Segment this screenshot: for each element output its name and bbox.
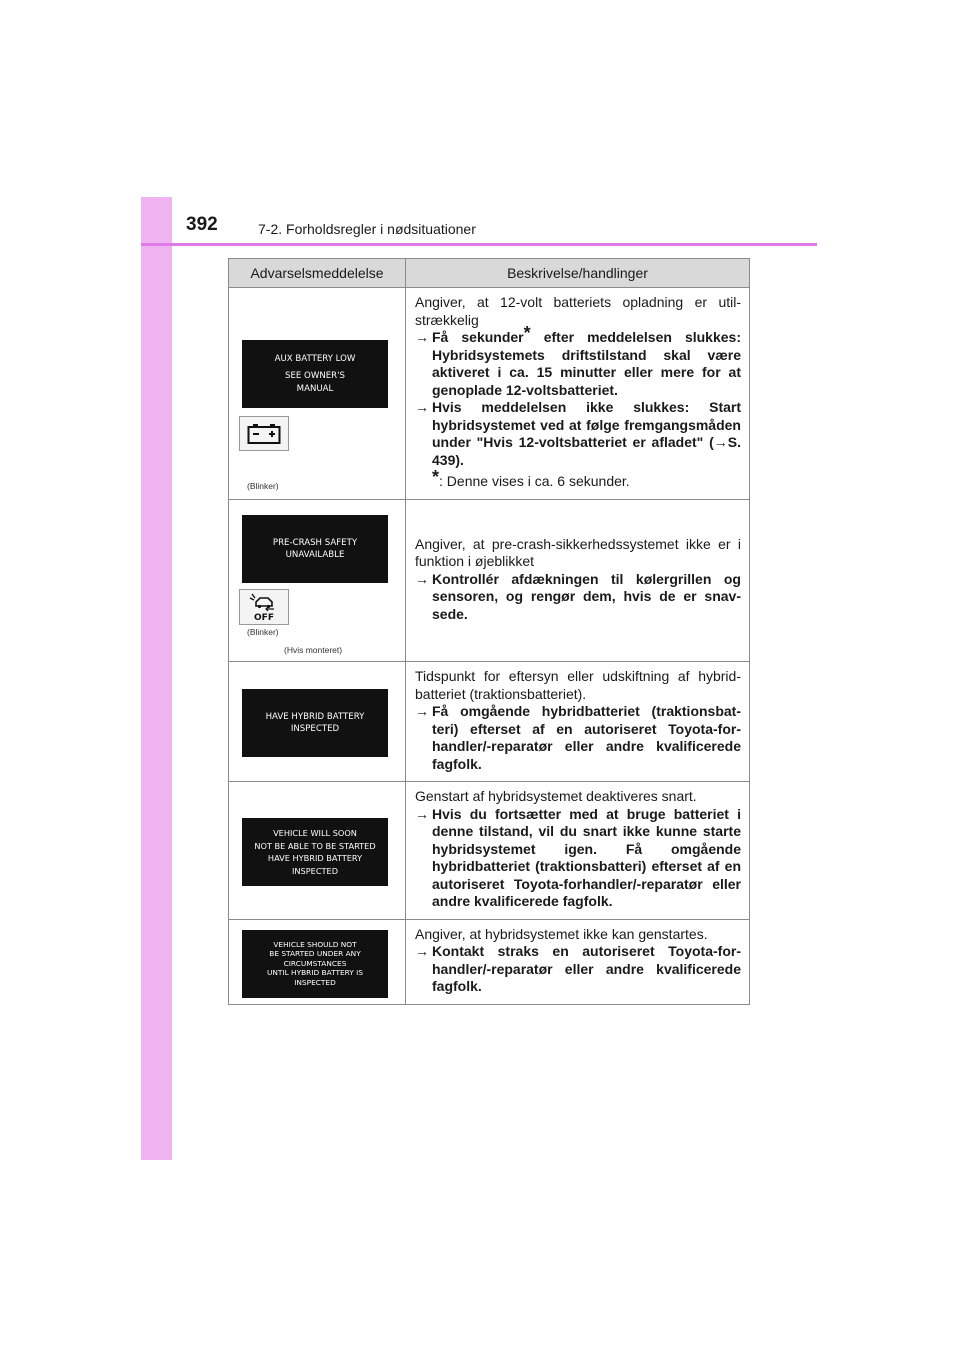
arrow-icon: → (415, 329, 429, 346)
warning-message-table (228, 258, 750, 1005)
side-tab-band (141, 197, 172, 1160)
description-lead: Angiver, at pre-crash-sikkerhedssystemet ikke er i funktion i øjeblikket (415, 535, 741, 570)
arrow-icon: → (415, 570, 429, 587)
arrow-icon: → (415, 703, 429, 719)
description-cell (406, 662, 750, 782)
table-row-aux-battery-low (229, 288, 750, 500)
display-screen: PRE-CRASH SAFETY UNAVAILABLE (242, 515, 388, 583)
description-cell (406, 288, 750, 500)
page-reference-link[interactable]: S. 439). (432, 434, 741, 468)
action-item: → Kontakt straks en autoriseret Toyota-for-handler/-reparatør eller andre kvalificerede fagfolk. (415, 943, 741, 994)
action-item: → Få sekunder* efter meddelelsen slukkes: Hybridsystemets driftstilstand skal være aktiveret i ca. 15 minutter eller mere for at genoplade 12-voltsbatteriet. (415, 323, 741, 398)
header-band (141, 197, 817, 244)
action-item: → Hvis du fortsætter med at bruge batteriet i denne tilstand, vil du snart ikke kunne starte hybridsystemet igen. Få omgående hybridbatteriet (traktionsbatteri) efterset af en autoriseret Toyota-forhandler/-reparatør eller andre kvalificerede fagfolk. (415, 805, 741, 909)
action-item: → Hvis meddelelsen ikke slukkes: Start hybridsystemet ved at følge fremgangsmåden under "Hvis 12-voltsbatteriet er afladet" (→S. 439). (415, 399, 741, 468)
asterisk-marker: * (523, 323, 531, 344)
page-number: 392 (186, 214, 218, 235)
description-cell (406, 782, 750, 920)
description-lead: Genstart af hybridsystemet deaktiveres snart. (415, 788, 697, 804)
message-cell (229, 662, 406, 782)
arrow-icon: → (415, 399, 429, 416)
table-row-have-hybrid-battery-inspected (229, 662, 750, 782)
battery-icon (239, 416, 289, 451)
arrow-icon: → (415, 805, 429, 822)
display-screen: VEHICLE WILL SOON NOT BE ABLE TO BE STARTED HAVE HYBRID BATTERY INSPECTED (242, 818, 388, 886)
icon-caption: (Blinker) (247, 481, 279, 491)
svg-text:OFF: OFF (254, 613, 274, 622)
column-header-description: Beskrivelse/handlinger (406, 259, 750, 288)
table-row-vehicle-should-not-be-started (229, 919, 750, 1004)
description-lead: Angiver, at 12-volt batteriets opladning er util-strækkelig (415, 294, 741, 328)
display-screen: AUX BATTERY LOW SEE OWNER'S MANUAL (242, 340, 388, 408)
header-rule (141, 243, 817, 246)
description-cell (406, 500, 750, 662)
column-header-message: Advarselsmeddelelse (229, 259, 406, 288)
optional-equipment-note: (Hvis monteret) (284, 645, 343, 655)
description-cell (406, 919, 750, 1004)
display-screen: HAVE HYBRID BATTERY INSPECTED (242, 689, 388, 757)
footnote: *: Denne vises i ca. 6 sekunder. (432, 467, 630, 490)
display-screen: VEHICLE SHOULD NOT BE STARTED UNDER ANY CIRCUMSTANCES UNTIL HYBRID BATTERY IS INSPECTED (242, 930, 388, 998)
message-cell (229, 919, 406, 1004)
page-ref-arrow: → (713, 434, 728, 451)
section-title: 7-2. Forholdsregler i nødsituationer (258, 221, 476, 237)
message-cell (229, 288, 406, 500)
message-cell (229, 500, 406, 662)
arrow-icon: → (415, 943, 429, 959)
description-lead: Angiver, at hybridsystemet ikke kan genstartes. (415, 925, 708, 942)
action-item: → Få omgående hybridbatteriet (traktionsbat-teri) efterset af en autoriseret Toyota-for-handler/-reparatør eller andre kvalificerede fagfolk. (415, 703, 741, 772)
pre-crash-off-icon (239, 589, 289, 625)
action-item: → Kontrollér afdækningen til kølergrillen og sensoren, og rengør dem, hvis de er snav-sede. (415, 570, 741, 622)
message-cell (229, 782, 406, 920)
table-header-row (229, 259, 750, 288)
table-row-pre-crash-safety (229, 500, 750, 662)
table-row-vehicle-will-soon-not-start (229, 782, 750, 920)
description-lead: Tidspunkt for eftersyn eller udskiftning af hybrid-batteriet (traktionsbatteriet). (415, 668, 741, 702)
icon-caption: (Blinker) (247, 627, 279, 637)
